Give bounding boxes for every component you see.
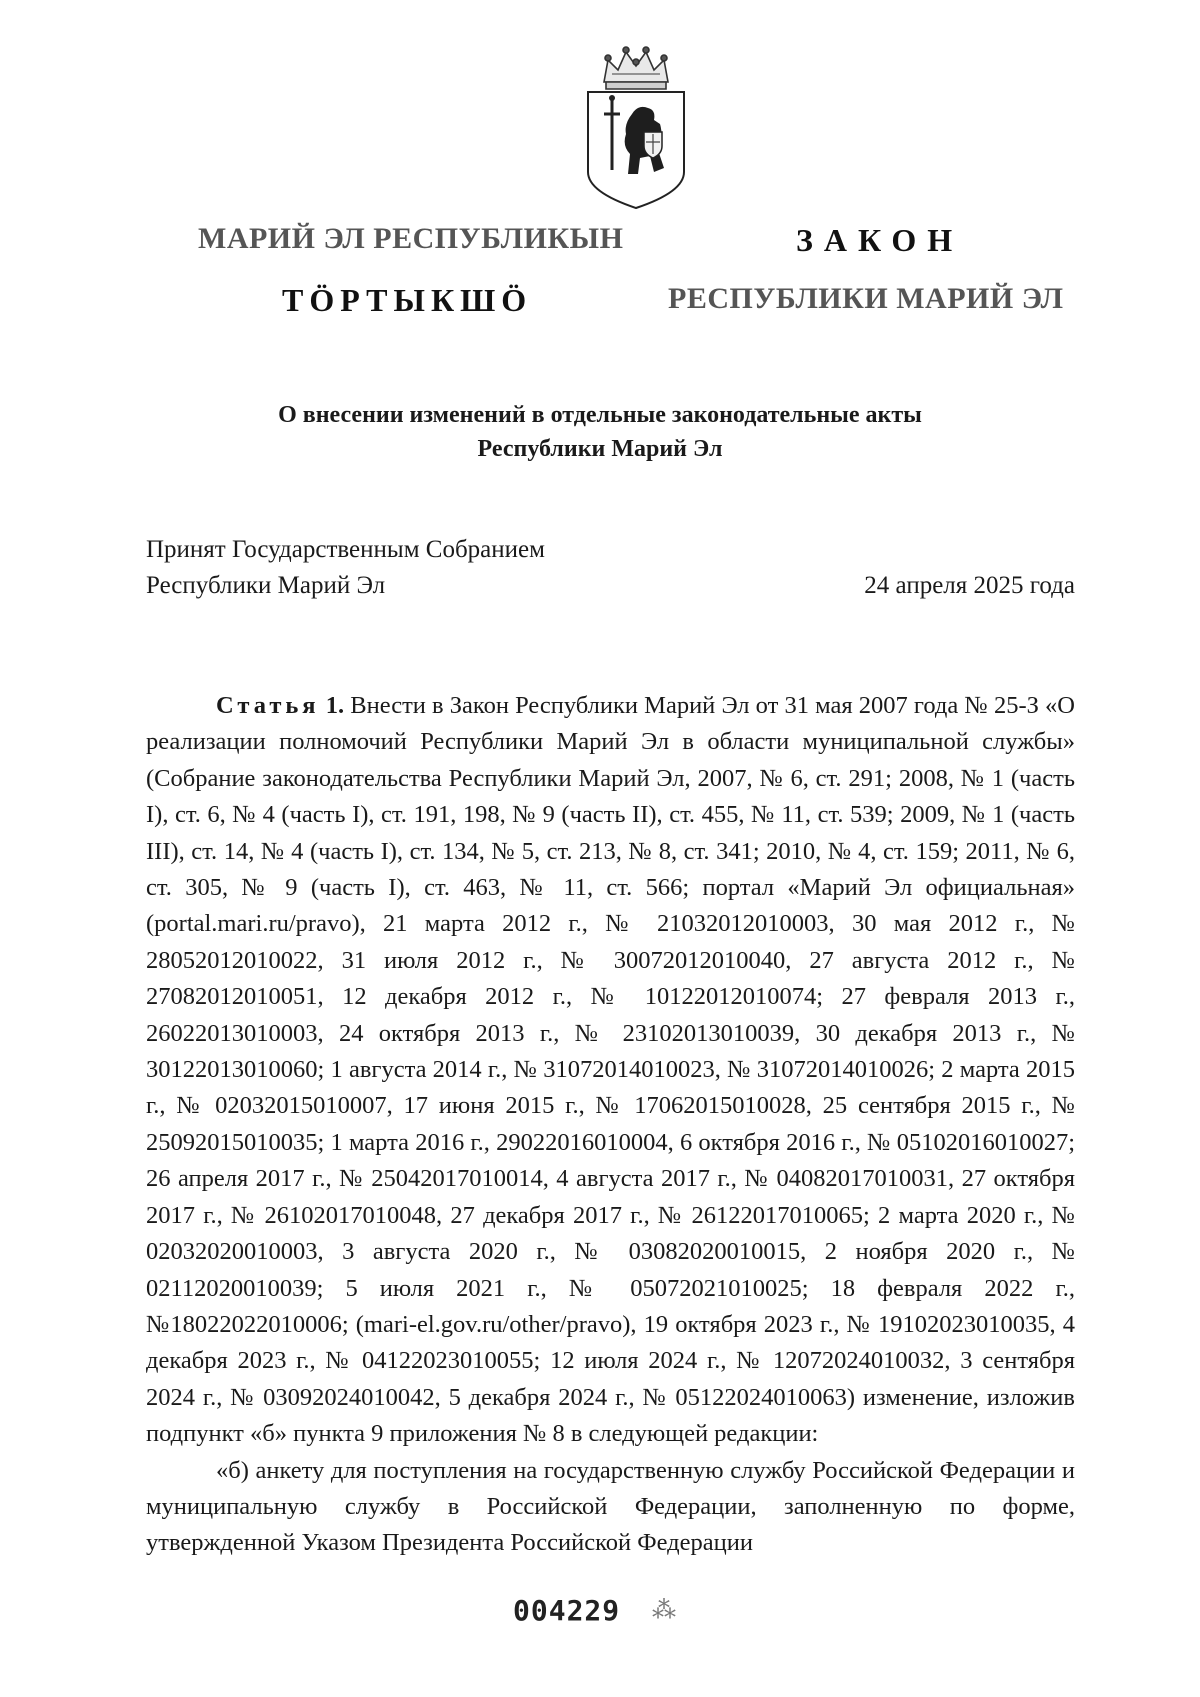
serial-mark-icon: ⁂ — [652, 1598, 676, 1624]
header-mari-title: МАРИЙ ЭЛ РЕСПУБЛИКЫН — [198, 222, 624, 255]
adoption-line1: Принят Государственным Собранием — [146, 536, 545, 563]
adoption-date: 24 апреля 2025 года — [864, 572, 1075, 599]
article-body — [146, 688, 1075, 1562]
article-label: Статья — [216, 692, 320, 719]
adoption-statement — [146, 532, 545, 604]
header-mari-law-word: ТӦРТЫКШӦ — [282, 282, 533, 318]
article-1-paragraph — [146, 688, 1075, 1453]
serial-number: 004229 — [513, 1594, 621, 1627]
law-title-line1: О внесении изменений в отдельные законодательные акты — [278, 402, 922, 428]
law-title — [0, 398, 1200, 466]
article-1-quote: «б) анкету для поступления на государственную службу Российской Федерации и муниципальную службу в Российской Федерации, заполненную по форме, утвержденной Указом Президента Российской Федерации — [146, 1456, 1075, 1557]
article-1-text: Внести в Закон Республики Марий Эл от 31 мая 2007 года № 25-З «О реализации полномочий Республики Марий Эл в области муниципальной службы» (Собрание законодательства Республики Марий Эл, 2007, № 6, ст. 291; 2008, № 1 (часть I), ст. 6, № 4 (часть I), ст. 191, 198, № 9 (часть II), ст. 455, № 11, ст. 539; 2009, № 1 (часть III), ст. 14, № 4 (часть I), ст. 134, № 5, ст. 213, № 8, ст. 341; 2010, № 4, ст. 159; 2011, № 6, ст. 305, № 9 (часть I), ст. 463, № 11, ст. 566; портал «Марий Эл официальная» (portal.mari.ru/pravo), 21 марта 2012 г., № 21032012010003, 30 мая 2012 г., № 28052012010022, 31 июля 2012 г., № 30072012010040, 27 августа 2012 г., № 27082012010051, 12 декабря 2012 г., № 10122012010074; 27 февраля 2013 г., 26022013010003, 24 октября 2013 г., № 23102013010039, 30 декабря 2013 г., № 30122013010060; 1 августа 2014 г., № 31072014010023, № 31072014010026; 2 марта 2015 г., № 02032015010007, 17 июня 2015 г., № 17062015010028, 25 сентября 2015 г., № 25092015010035; 1 марта 2016 г., 29022016010004, 6 октября 2016 г., № 05102016010027; 26 апреля 2017 г., № 25042017010014, 4 августа 2017 г., № 04082017010031, 27 октября 2017 г., № 26102017010048, 27 декабря 2017 г., № 26122017010065; 2 марта 2020 г., № 02032020010003, 3 августа 2020 г., № 03082020010015, 2 ноября 2020 г., № 02112020010039; 5 июля 2021 г., № 05072021010025; 18 февраля 2022 г., №18022022010006; (mari-el.gov.ru/other/pravo), 19 октября 2023 г., № 19102023010035, 4 декабря 2023 г., № 04122023010055; 12 июля 2024 г., № 12072024010032, 3 сентября 2024 г., № 03092024010042, 5 декабря 2024 г., № 05122024010063) изменение, изложив подпункт «б» пункта 9 приложения № 8 в следующей редакции: — [146, 692, 1075, 1448]
header-law-word: ЗАКОН — [796, 222, 964, 258]
header-republic-title: РЕСПУБЛИКИ МАРИЙ ЭЛ — [668, 282, 1064, 315]
coat-of-arms-icon — [582, 42, 690, 212]
law-title-line2: Республики Марий Эл — [477, 436, 723, 462]
article-number: 1. — [325, 692, 345, 719]
adoption-line2: Республики Марий Эл — [146, 572, 386, 599]
